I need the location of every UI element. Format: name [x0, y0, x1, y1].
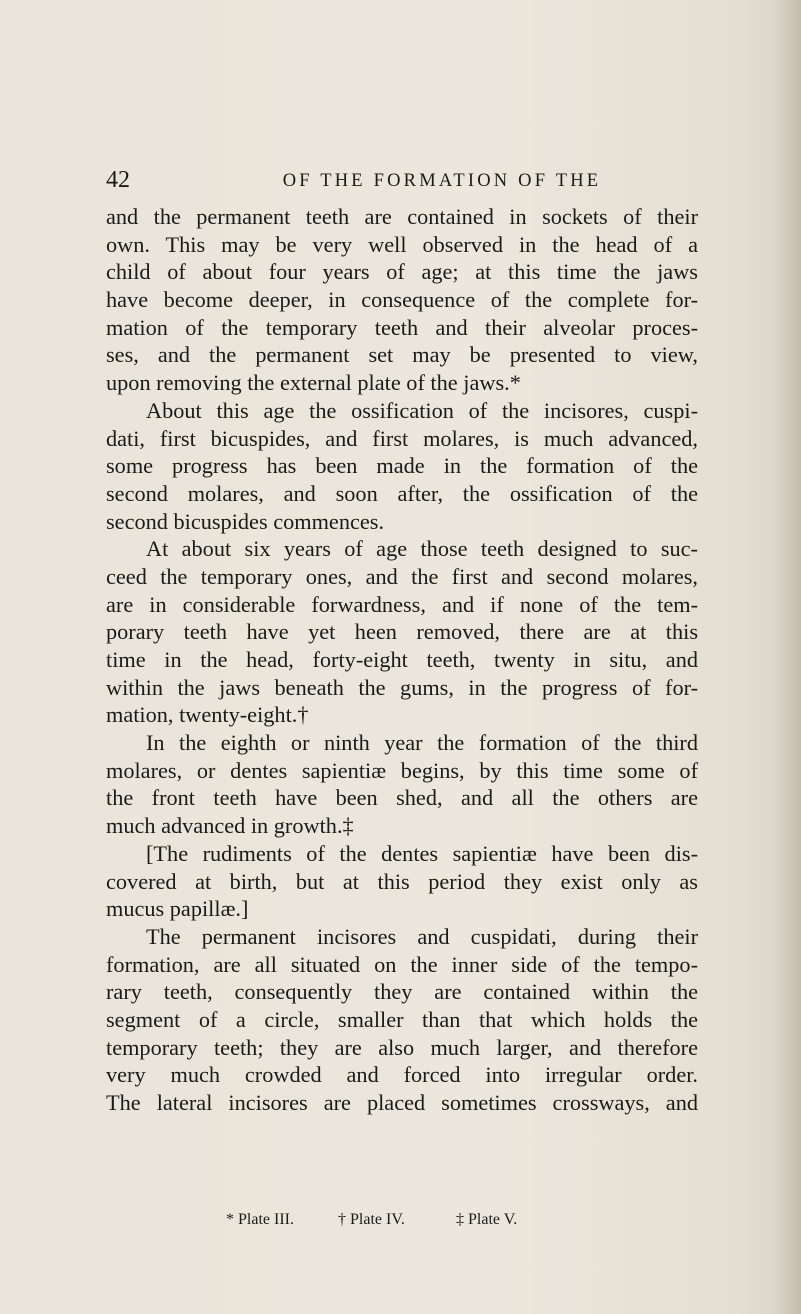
footnote-plate-v: ‡ Plate V.	[456, 1211, 518, 1228]
text-line: child of about four years of age; at this time the jaws	[106, 259, 698, 285]
text-line: very much crowded and forced into irregular order.	[106, 1062, 698, 1088]
text-line: within the jaws beneath the gums, in the progress of for-	[106, 674, 698, 700]
page-number: 42	[106, 167, 130, 193]
text-line: ceed the temporary ones, and the first and second molares,	[106, 563, 698, 589]
footnote-plate-iv: † Plate IV.	[338, 1211, 405, 1228]
text-line: mucus papillæ.]	[106, 896, 249, 922]
text-line: covered at birth, but at this period they exist only as	[106, 868, 698, 894]
text-line: own. This may be very well observed in the head of a	[106, 231, 698, 257]
text-line: formation, are all situated on the inner side of the tempo-	[106, 951, 698, 977]
text-line: temporary teeth; they are also much larger, and therefore	[106, 1034, 698, 1060]
text-line: The lateral incisores are placed sometimes crossways, and	[106, 1090, 698, 1115]
text-line: second bicuspides commences.	[106, 508, 385, 534]
text-line: and the permanent teeth are contained in sockets of their	[106, 204, 698, 229]
text-line: second molares, and soon after, the ossification of the	[106, 480, 698, 506]
running-head: OF THE FORMATION OF THE	[282, 171, 602, 191]
text-line: much advanced in growth.‡	[106, 813, 354, 839]
text-line: About this age the ossification of the incisores, cuspi-	[146, 397, 698, 423]
text-line: the front teeth have been shed, and all the others are	[106, 785, 698, 811]
text-line: dati, first bicuspides, and first molares, is much advanced,	[106, 425, 698, 451]
page-header	[106, 166, 698, 194]
text-line: have become deeper, in consequence of the complete for-	[106, 287, 698, 313]
text-line: segment of a circle, smaller than that which holds the	[106, 1006, 698, 1032]
text-line: upon removing the external plate of the jaws.*	[106, 370, 521, 396]
text-line: rary teeth, consequently they are contained within the	[106, 979, 698, 1005]
text-line: some progress has been made in the formation of the	[106, 453, 698, 479]
footnote-plate-iii: * Plate III.	[226, 1211, 294, 1228]
text-line: ses, and the permanent set may be presented to view,	[106, 342, 698, 368]
text-line: At about six years of age those teeth designed to suc-	[146, 536, 698, 562]
text-line: The permanent incisores and cuspidati, during their	[146, 923, 698, 949]
text-line: time in the head, forty-eight teeth, twenty in situ, and	[106, 647, 698, 672]
text-line: are in considerable forwardness, and if none of the tem-	[106, 591, 698, 617]
text-line: porary teeth have yet heen removed, there are at this	[106, 619, 698, 645]
body-text	[106, 203, 698, 1117]
text-line: [The rudiments of the dentes sapientiæ have been dis-	[146, 840, 698, 866]
text-line: mation, twenty-eight.†	[106, 702, 309, 728]
text-line: mation of the temporary teeth and their alveolar proces-	[106, 314, 698, 340]
page-edge-shadow	[773, 0, 801, 1314]
text-line: molares, or dentes sapientiæ begins, by this time some of	[106, 757, 698, 783]
footnotes	[226, 1209, 626, 1231]
text-line: In the eighth or ninth year the formation of the third	[146, 730, 698, 756]
